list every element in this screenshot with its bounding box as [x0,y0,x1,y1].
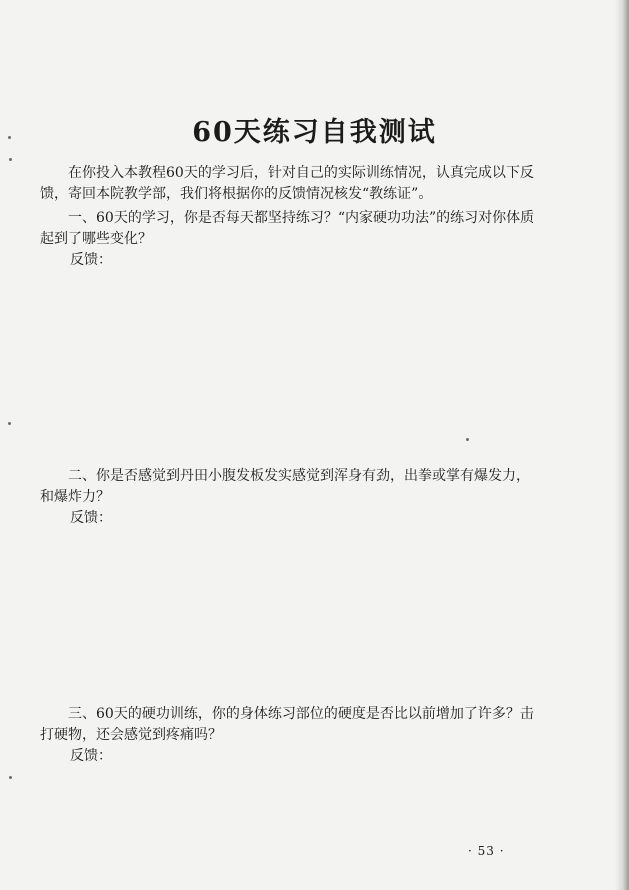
feedback-label-1: 反馈： [70,252,112,268]
scan-speck [466,438,469,441]
page-number: · 53 · [468,844,505,858]
question-1: 一、60天的学习，你是否每天都坚持练习？“内家硬功功法”的练习对你体质起到了哪些变化？ [40,210,535,247]
question-2: 二、你是否感觉到丹田小腹发板发实感觉到浑身有劲，出拳或掌有爆发力，和爆炸力？ [40,468,530,505]
feedback-label-3: 反馈： [70,748,112,764]
feedback-label-2: 反馈： [70,510,112,526]
page-title: 60天练习自我测试 [192,117,437,148]
question-3: 三、60天的硬功训练，你的身体练习部位的硬度是否比以前增加了许多？击打硬物，还会感觉到疼痛吗？ [40,706,534,743]
scan-speck [9,776,12,779]
scan-speck [9,158,12,161]
scan-speck [8,422,11,425]
intro-paragraph: 在你投入本教程60天的学习后，针对自己的实际训练情况，认真完成以下反馈，寄回本院教学部，我们将根据你的反馈情况核发“教练证”。 [40,165,534,202]
